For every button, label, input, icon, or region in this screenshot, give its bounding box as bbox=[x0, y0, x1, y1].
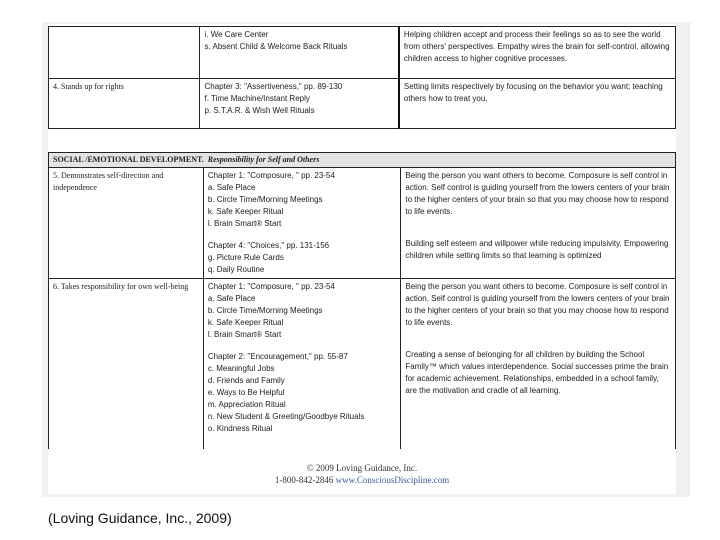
activity: Chapter 4: "Choices," pp. 131-156 bbox=[207, 241, 330, 250]
activity: Chapter 2: "Encouragement," pp. 55-87 bbox=[207, 352, 348, 361]
main-table bbox=[48, 152, 676, 449]
activity: p. S.T.A.R. & Wish Well Rituals bbox=[204, 106, 315, 115]
activity: k. Safe Keeper Ritual bbox=[207, 318, 284, 327]
description-cell bbox=[401, 279, 676, 449]
activity: b. Circle Time/Morning Meetings bbox=[207, 195, 323, 204]
activity: i. We Care Center bbox=[204, 30, 269, 39]
table-row bbox=[49, 279, 676, 449]
activity: q. Daily Routine bbox=[207, 265, 265, 274]
activity: Chapter 1: "Composure, " pp. 23-54 bbox=[207, 282, 335, 291]
table-row bbox=[49, 168, 676, 279]
skill-cell bbox=[49, 27, 200, 79]
section-subtitle: Responsibility for Self and Others bbox=[207, 155, 320, 164]
activities-cell bbox=[200, 79, 399, 129]
table-row bbox=[49, 79, 676, 129]
skill-cell: 5. Demonstrates self-direction and independence bbox=[49, 168, 204, 279]
activity: b. Circle Time/Morning Meetings bbox=[207, 306, 323, 315]
section-header bbox=[49, 153, 676, 168]
activity: Chapter 1: "Composure, " pp. 23-54 bbox=[207, 171, 335, 180]
activity: f. Time Machine/Instant Reply bbox=[204, 94, 310, 103]
description-cell: Helping children accept and process their feelings so as to see the world from others' perspectives. Empathy wires the brain for self-control, allowing children access to higher cognitive processes. bbox=[399, 27, 676, 79]
description: Creating a sense of belonging for all children by building the School Family™ which values interdependence. Social successes prime the brain for academic achievement. Relationships, embedded in a school family, are the motivation and cradle of all learning. bbox=[405, 350, 669, 395]
description-cell bbox=[401, 168, 676, 279]
activity: Chapter 3: "Assertiveness," pp. 89-130 bbox=[204, 82, 343, 91]
phone: 1-800-842-2846 bbox=[274, 475, 334, 485]
website-link[interactable]: www.ConsciousDiscipline.com bbox=[335, 475, 450, 485]
activity: d. Friends and Family bbox=[207, 376, 285, 385]
activities-cell bbox=[203, 168, 401, 279]
activity: s. Absent Child & Welcome Back Rituals bbox=[204, 42, 348, 51]
activity: a. Safe Place bbox=[207, 294, 256, 303]
description-cell: Setting limits respectively by focusing on the behavior you want; teaching others how to treat you. bbox=[399, 79, 676, 129]
skill-cell: 4. Stands up for rights bbox=[49, 79, 200, 129]
activity: k. Safe Keeper Ritual bbox=[207, 207, 284, 216]
document-image bbox=[48, 24, 676, 494]
top-table bbox=[48, 26, 676, 129]
copyright: © 2009 Loving Guidance, Inc. bbox=[306, 463, 418, 473]
activity: c. Meaningful Jobs bbox=[207, 364, 275, 373]
description: Being the person you want others to become. Composure is self control in action. Self control is guiding yourself from the lowers centers of your brain to the higher centers of your brain so that you may choose how to respond to life events. bbox=[405, 282, 670, 327]
activities-cell bbox=[203, 279, 401, 449]
activity: n. New Student & Greeting/Goodbye Rituals bbox=[207, 412, 365, 421]
activity: m. Appreciation Ritual bbox=[207, 400, 286, 409]
activity: e. Ways to Be Helpful bbox=[207, 388, 285, 397]
table-row bbox=[49, 27, 676, 79]
document-footer bbox=[48, 462, 676, 486]
description: Being the person you want others to become. Composure is self control in action. Self control is guiding yourself from the lowers centers of your brain to the higher centers of your brain so that you may choose how to respond to life events. bbox=[405, 171, 670, 216]
activity: g. Picture Rule Cards bbox=[207, 253, 284, 262]
skill-cell: 6. Takes responsibility for own well-being bbox=[49, 279, 204, 449]
slide-caption: (Loving Guidance, Inc., 2009) bbox=[48, 510, 232, 526]
activity: o. Kindness Ritual bbox=[207, 424, 273, 433]
activity: l. Brain Smart® Start bbox=[207, 219, 282, 228]
activity: a. Safe Place bbox=[207, 183, 256, 192]
section-title: SOCIAL /EMOTIONAL DEVELOPMENT. bbox=[53, 155, 204, 164]
activity: l. Brain Smart® Start bbox=[207, 330, 282, 339]
description: Building self esteem and willpower while reducing impulsivity. Empowering children while setting limits so that learning is optimized bbox=[405, 239, 669, 260]
activities-cell bbox=[200, 27, 399, 79]
